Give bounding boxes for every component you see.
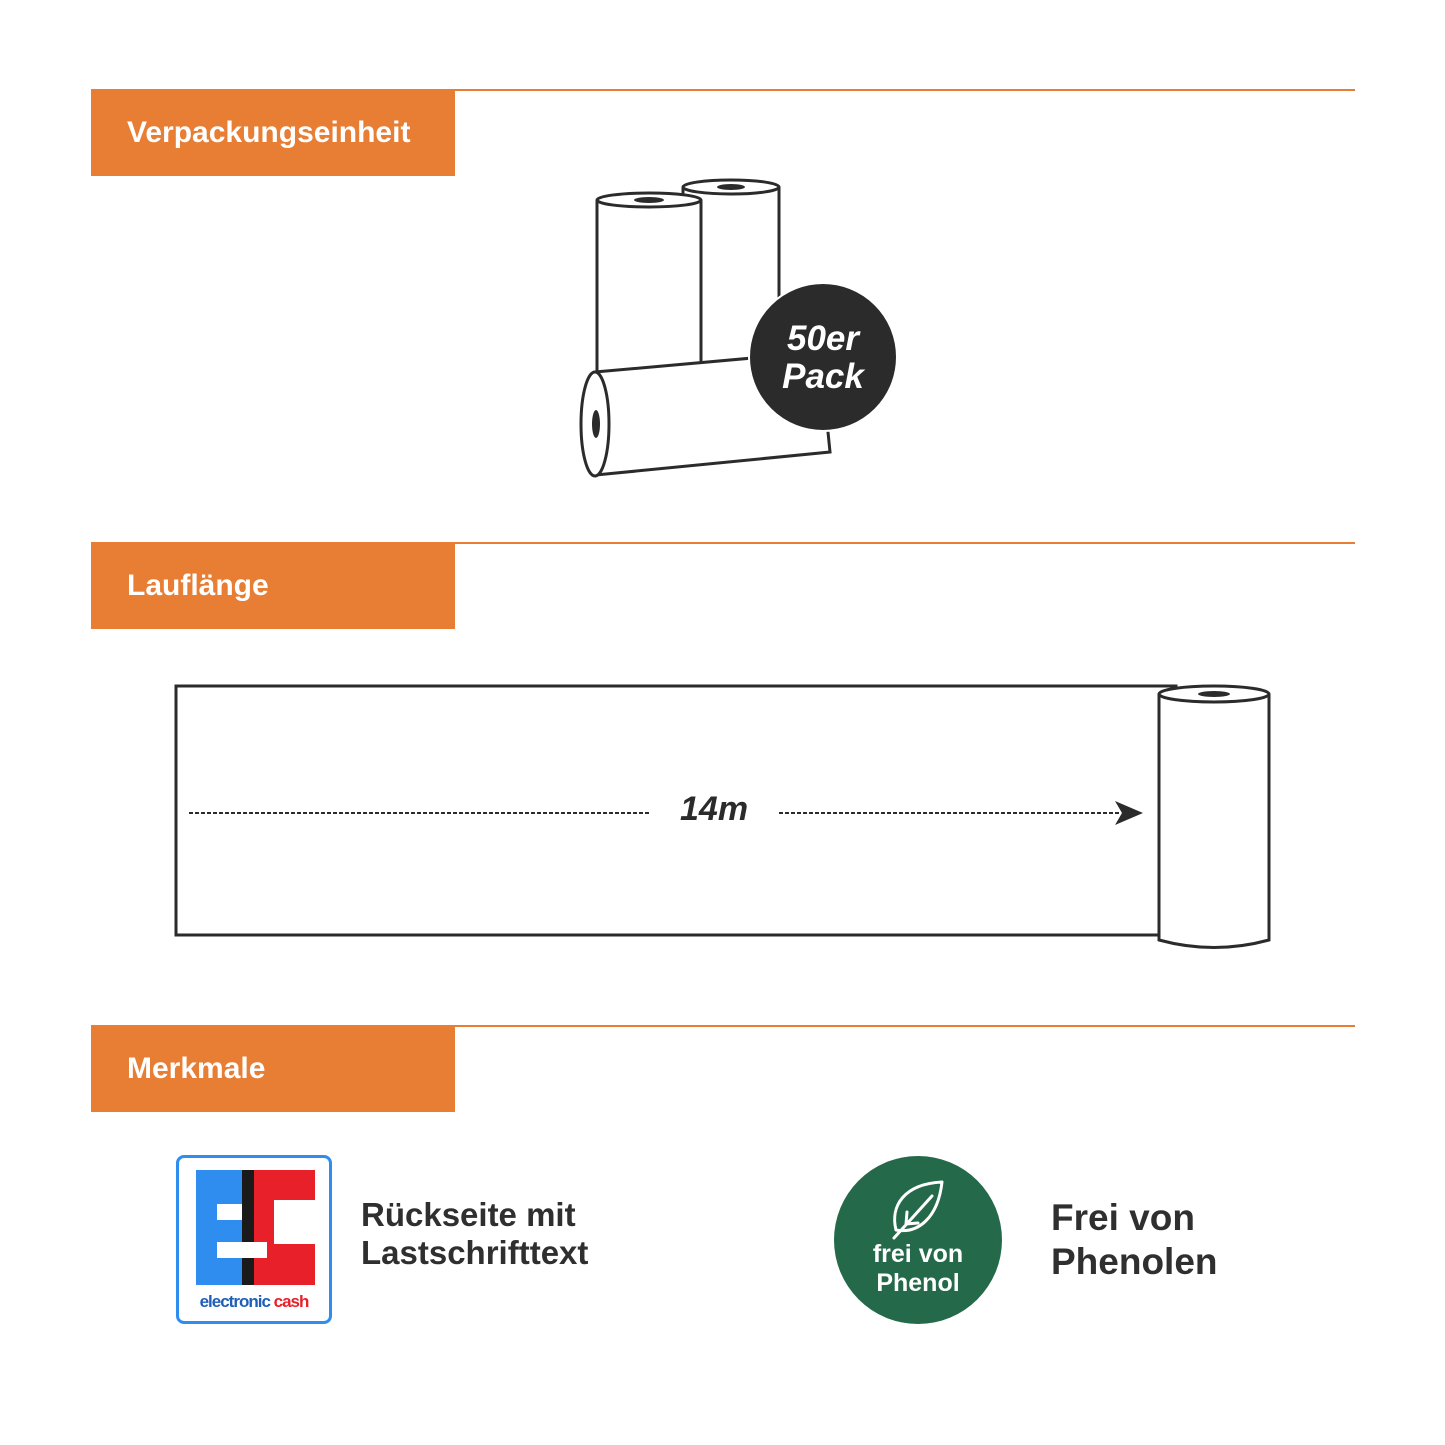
ec-caption-word2: cash: [273, 1292, 309, 1311]
pack-badge-line2: Pack: [782, 357, 864, 396]
phenol-free-badge: [834, 1156, 1002, 1324]
feature-text-phenol-line1: Frei von: [1051, 1197, 1195, 1238]
section-title-length: Lauflänge: [91, 543, 455, 629]
phenol-badge-text: [834, 1240, 1002, 1298]
ec-logo-icon: [176, 1155, 332, 1324]
ec-caption: [179, 1292, 329, 1312]
ec-caption-word1: electronic: [199, 1292, 270, 1311]
section-title-features: Merkmale: [91, 1026, 455, 1112]
feature-text-phenol-line2: Phenolen: [1051, 1241, 1218, 1282]
feature-text-phenol: [1051, 1196, 1218, 1284]
feature-text-ec-line1: Rückseite mit: [361, 1196, 576, 1233]
phenol-badge-line1: frei von: [872, 1240, 964, 1268]
phenol-badge-line2: Phenol: [876, 1269, 960, 1297]
pack-badge-line1: 50er: [786, 319, 860, 358]
feature-text-ec-line2: Lastschrifttext: [361, 1234, 589, 1271]
length-label: 14m: [680, 790, 749, 828]
feature-text-ec: [361, 1196, 588, 1272]
section-title-packaging: Verpackungseinheit: [91, 90, 455, 176]
